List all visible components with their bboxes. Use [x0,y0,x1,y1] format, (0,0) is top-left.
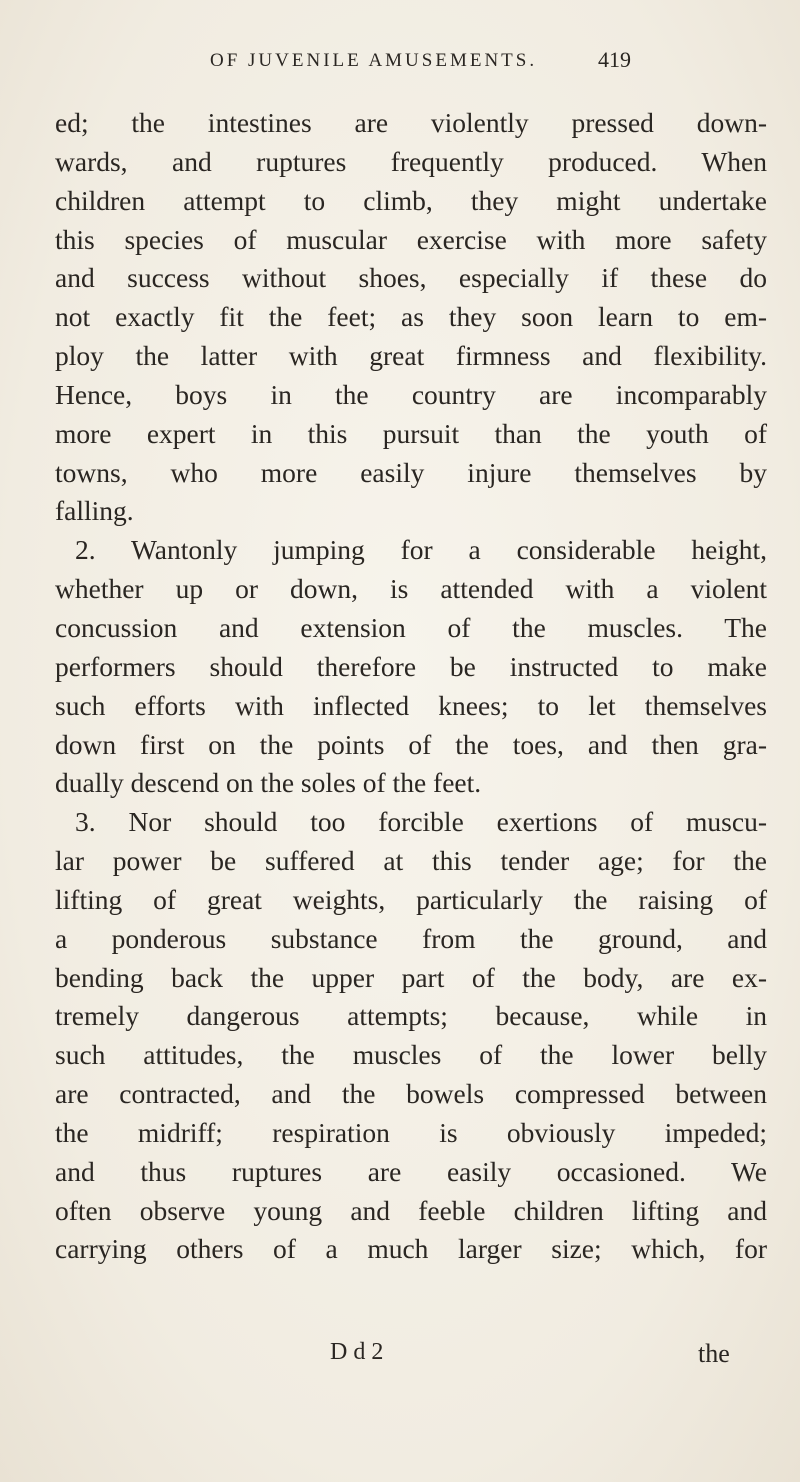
text-line: children attempt to climb, they might undertake [55,184,767,216]
text-line: such attitudes, the muscles of the lower belly [55,1039,767,1071]
text-line: performers should therefore be instructed to make [55,650,767,682]
text-line: such efforts with inflected knees; to let themselves [55,689,767,721]
text-line: concussion and extension of the muscles. The [55,611,767,643]
paragraph-3-start: 3. Nor should too forcible exertions of muscu- [75,806,767,838]
catchword: the [698,1339,730,1368]
signature-mark: D d 2 [330,1339,384,1365]
text-line: are contracted, and the bowels compressed between [55,1078,767,1110]
text-line: and thus ruptures are easily occasioned. We [55,1155,767,1187]
text-line: tremely dangerous attempts; because, while in [55,1000,767,1032]
text-line: and success without shoes, especially if these do [55,262,767,294]
text-line: a ponderous substance from the ground, and [55,922,767,954]
page-footer [0,1335,800,1373]
text-line: not exactly fit the feet; as they soon learn to em- [55,301,767,333]
text-line: bending back the upper part of the body, are ex- [55,961,767,993]
text-line: whether up or down, is attended with a violent [55,573,767,605]
paragraph-2-start: 2. Wantonly jumping for a considerable height, [75,534,767,566]
text-line: the midriff; respiration is obviously impeded; [55,1116,767,1148]
text-line: carrying others of a much larger size; which, for [55,1233,767,1265]
text-line: this species of muscular exercise with more safety [55,223,767,255]
page-number: 419 [598,47,631,72]
running-title: OF JUVENILE AMUSEMENTS. [210,50,538,71]
text-line: falling. [55,495,134,527]
text-line: Hence, boys in the country are incomparably [55,378,767,410]
text-line: ploy the latter with great firmness and flexibility. [55,340,767,372]
text-line: lifting of great weights, particularly the raising of [55,883,767,915]
text-line: down first on the points of the toes, and then gra- [55,728,767,760]
text-line: wards, and ruptures frequently produced. When [55,145,767,177]
text-line: ed; the intestines are violently pressed down- [55,107,767,138]
text-line: more expert in this pursuit than the youth of [55,417,767,449]
text-line: often observe young and feeble children lifting and [55,1194,767,1226]
body-text [55,104,767,1269]
text-line: dually descend on the soles of the feet. [55,767,482,799]
text-line: towns, who more easily injure themselves by [55,456,767,488]
text-line: lar power be suffered at this tender age; for the [55,845,767,877]
